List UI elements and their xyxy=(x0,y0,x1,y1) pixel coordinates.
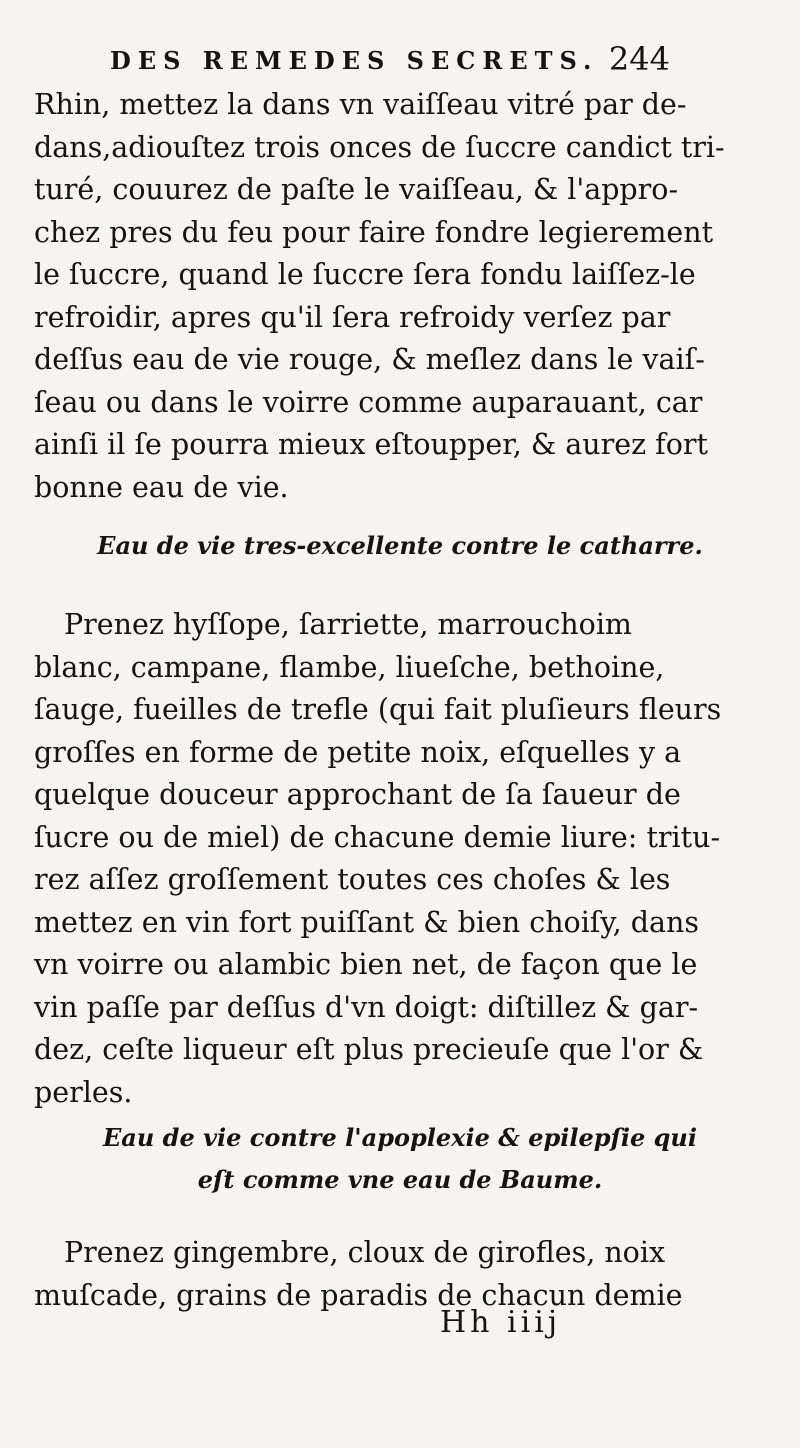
paragraph-continuation xyxy=(34,84,725,509)
text-line: ſauge, fueilles de trefle (qui fait pluſieurs fleurs xyxy=(34,693,722,726)
section-heading-catharre: Eau de vie tres-excellente contre le catharre. xyxy=(97,531,703,560)
text-line: groſſes en forme de petite noix, eſquelles y a xyxy=(34,735,682,769)
text-line: le ſuccre, quand le ſuccre ſera fondu laiſſez-le xyxy=(34,258,696,291)
text-line: bonne eau de vie. xyxy=(34,470,289,504)
text-line: turé, couurez de paſte le vaiſſeau, & l'appro- xyxy=(34,173,679,206)
text-line: vn voirre ou alambic bien net, de façon que le xyxy=(34,948,698,981)
text-line: deſſus eau de vie rouge, & meſlez dans le vaiſ- xyxy=(34,343,705,376)
text-line: ainſi il ſe pourra mieux eſtoupper, & aurez fort xyxy=(34,428,708,461)
page-number: 244 xyxy=(608,40,670,78)
running-title: DES REMEDES SECRETS. xyxy=(110,46,599,75)
text-line: muſcade, grains de paradis de chacun demie xyxy=(34,1278,683,1312)
text-line: mettez en vin fort puiſſant & bien choiſy, dans xyxy=(34,905,700,939)
page-header xyxy=(110,38,670,88)
text-line: dez, ceſte liqueur eſt plus precieuſe que l'or & xyxy=(34,1033,704,1066)
section-heading-apoplexie-line-1: Eau de vie contre l'apoplexie & epilepſie qui xyxy=(103,1123,697,1152)
text-line: blanc, campane, flambe, liueſche, bethoine, xyxy=(34,650,665,684)
text-line: refroidir, apres qu'il ſera refroidy verſez par xyxy=(34,300,671,334)
paragraph-apoplexie-remedy xyxy=(34,1232,683,1317)
text-line: Rhin, mettez la dans vn vaiſſeau vitré par de- xyxy=(34,88,687,121)
text-line: dans,adiouſtez trois onces de ſuccre candict tri- xyxy=(34,130,725,164)
text-line: perles. xyxy=(34,1075,133,1109)
text-line: vin paſſe par deſſus d'vn doigt: diſtillez & gar- xyxy=(34,990,699,1024)
text-line: chez pres du feu pour faire fondre legierement xyxy=(34,215,714,249)
paragraph-catharre-remedy xyxy=(34,604,722,1114)
text-line: rez aſſez groſſement toutes ces choſes & les xyxy=(34,863,671,896)
text-line: ſeau ou dans le voirre comme auparauant, car xyxy=(34,385,703,419)
text-line: quelque douceur approchant de ſa ſaueur de xyxy=(34,778,681,811)
signature-mark: Hh iiij xyxy=(440,1305,562,1340)
section-heading-apoplexie-line-2: eſt comme vne eau de Baume. xyxy=(197,1165,603,1194)
text-line: Prenez hyſſope, ſarriette, marrouchoim xyxy=(64,608,632,641)
text-line: ſucre ou de miel) de chacune demie liure: tritu- xyxy=(34,820,721,854)
text-line: Prenez gingembre, cloux de girofles, noix xyxy=(64,1236,666,1269)
